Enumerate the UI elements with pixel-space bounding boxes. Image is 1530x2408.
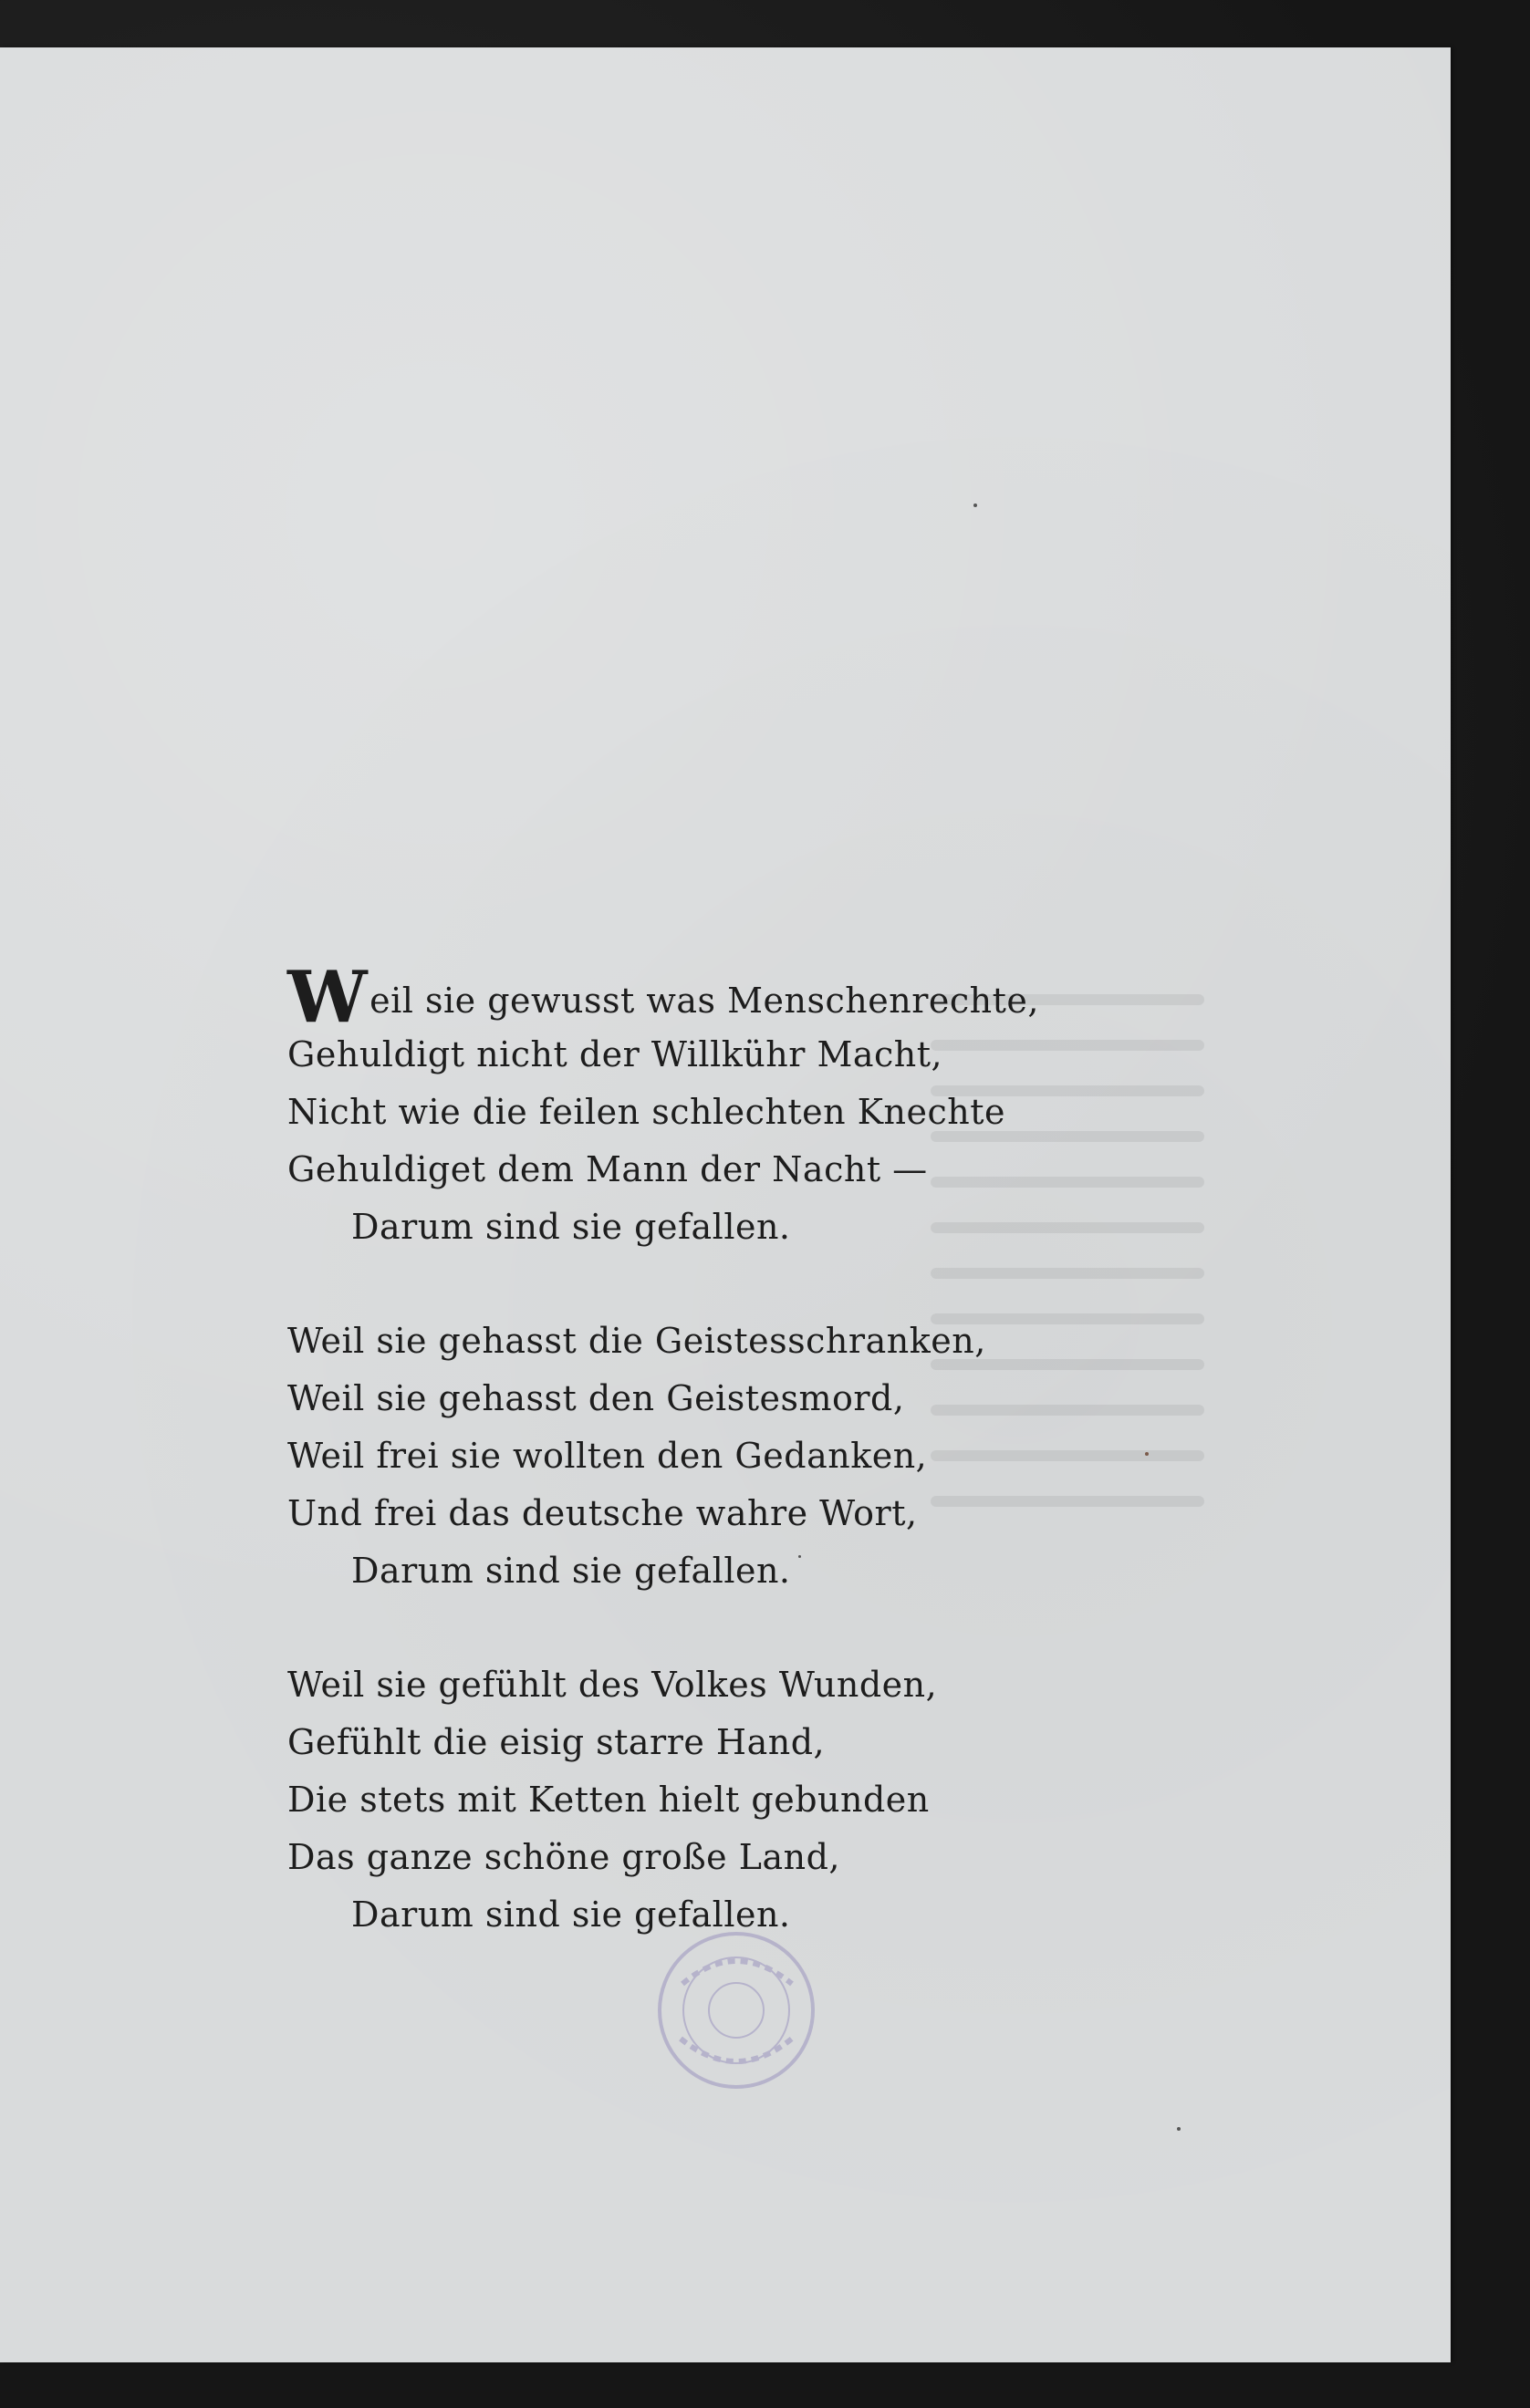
library-stamp-icon bbox=[655, 1929, 817, 2091]
poem-line: Gefühlt die eisig starre Hand, bbox=[287, 1722, 826, 1762]
stanza-2 bbox=[287, 1313, 986, 1600]
poem-line: Weil sie gehasst die Geistesschranken, bbox=[287, 1321, 986, 1361]
poem-line: Gehuldigt nicht der Willkühr Macht, bbox=[287, 1034, 943, 1074]
paper-speck bbox=[1177, 2127, 1181, 2131]
refrain-line: Darum sind sie gefallen. bbox=[351, 1551, 791, 1591]
poem-line: Und frei das deutsche wahre Wort, bbox=[287, 1493, 918, 1533]
paper-page bbox=[0, 47, 1451, 2362]
poem-line: Weil frei sie wollten den Gedanken, bbox=[287, 1436, 928, 1476]
paper-speck bbox=[1145, 1452, 1149, 1456]
poem bbox=[287, 956, 1039, 2000]
initial-letter: W bbox=[287, 956, 369, 1039]
stanza-3 bbox=[287, 1656, 981, 1944]
refrain-line: Darum sind sie gefallen. bbox=[351, 1207, 791, 1247]
paper-speck bbox=[973, 503, 977, 507]
poem-line: Weil sie gewusst was Menschenrechte, bbox=[287, 956, 1039, 1039]
stanza-1 bbox=[287, 956, 1039, 1256]
refrain-line: Darum sind sie gefallen. bbox=[351, 1894, 791, 1935]
poem-line: Das ganze schöne große Land, bbox=[287, 1837, 841, 1877]
poem-line: Gehuldiget dem Mann der Nacht — bbox=[287, 1149, 928, 1189]
poem-line: Die stets mit Ketten hielt gebunden bbox=[287, 1780, 930, 1820]
poem-line: Weil sie gehasst den Geistesmord, bbox=[287, 1378, 905, 1418]
poem-line: Nicht wie die feilen schlechten Knechte bbox=[287, 1092, 1006, 1132]
poem-line: Weil sie gefühlt des Volkes Wunden, bbox=[287, 1665, 938, 1705]
